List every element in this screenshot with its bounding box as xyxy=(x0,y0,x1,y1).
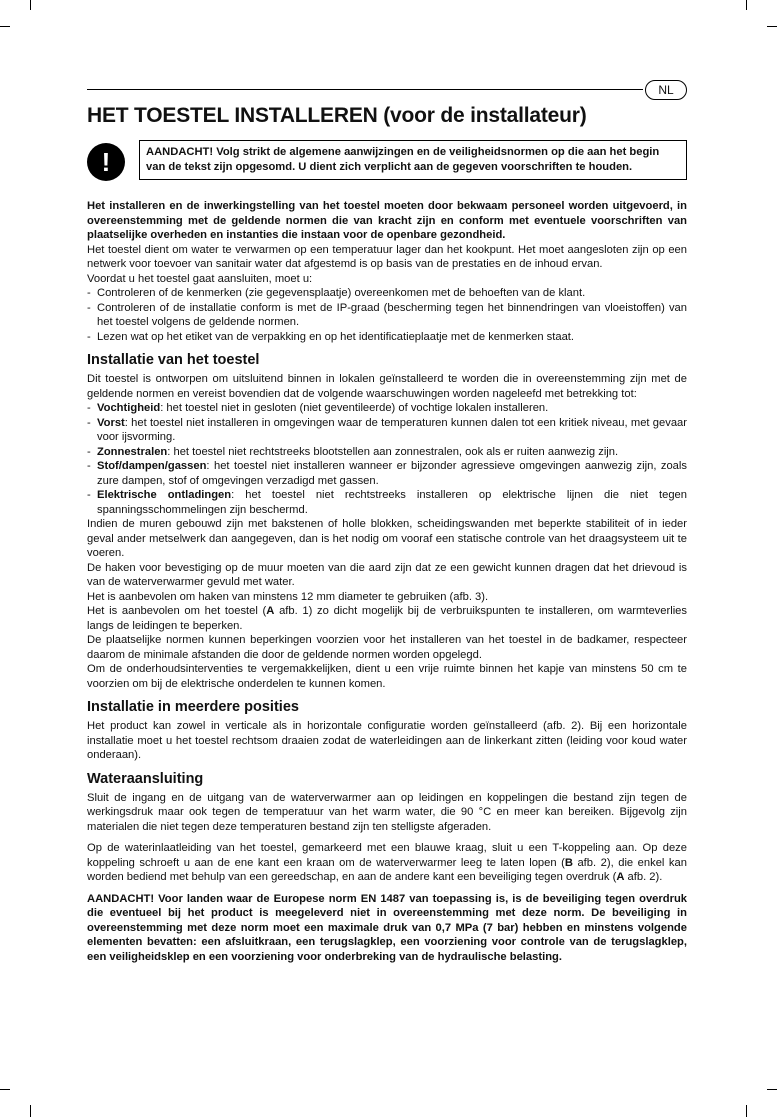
list-term: Elektrische ontladingen xyxy=(97,489,232,501)
header-rule xyxy=(87,89,643,90)
section-paragraph: De plaatselijke normen kunnen beperkingen voorzien voor het installeren van het toestel in de badkamer, respecteer daarom de minimale afstanden die door de geldende normen worden opgelegd. xyxy=(87,634,687,661)
section-paragraph xyxy=(87,604,687,633)
list-item xyxy=(87,401,687,416)
list-text: : het toestel niet rechtstreeks installeren op elektrische lijnen die niet tegen spanningsschommelingen zijn beschermd. xyxy=(97,489,688,516)
language-badge: NL xyxy=(645,80,687,100)
text-run: afb. 2). xyxy=(624,871,663,883)
text-run: afb. 2), die enkel kan worden bediend met behulp van een gereedschap, en aan de andere kant een beveiliging tegen overdruk ( xyxy=(87,856,687,883)
check-list xyxy=(87,286,687,344)
crop-mark xyxy=(30,1105,31,1117)
list-item: - Controleren of de kenmerken (zie gegevensplaatje) overeenkomen met de behoeften van de klant. xyxy=(87,286,687,301)
list-term: Stof/dampen/gassen xyxy=(97,460,207,472)
section-heading: Installatie van het toestel xyxy=(87,352,260,368)
section-heading: Installatie in meerdere posities xyxy=(87,699,299,715)
section-paragraph: Het product kan zowel in verticale als in horizontale configuratie worden geïnstalleerd (afb. 2). Bij een horizontale installatie moet u het toestel rechtsom draaien zodat de waterleidingen aan de linkerkant zitten (leiding voor koud water onderaan). xyxy=(87,720,687,761)
crop-mark xyxy=(746,1105,747,1117)
figure-ref: A xyxy=(266,605,275,617)
list-term: Zonnestralen xyxy=(97,445,168,458)
attention-paragraph: AANDACHT! Voor landen waar de Europese norm EN 1487 van toepassing is, is de beveiliging tegen overdruk die eventueel bij het product is meegeleverd niet in overeenstemming met deze norm. De beveiliging in overeenstemming met deze norm moet een maximale druk van 0,7 MPa (7 bar) hebben en minstens volgende elementen bevatten: een afsluitkraan, een terugslagklep, een voorziening voor controle van de terugslagklep, een veiligheidsklep en een voorziening voor onderbreking van de hydraulische belasting. xyxy=(87,892,687,963)
spacer xyxy=(87,834,687,841)
section-paragraph: Het is aanbevolen om haken van minstens 12 mm diameter te gebruiken (afb. 3). xyxy=(87,590,489,603)
text-run: Op de waterinlaatleiding van het toestel, gemarkeerd met een blauwe kraag, sluit u een T-koppeling aan. Op deze koppeling schroeft u aan de ene kant een kraan om de waterverwarmer leeg te laten lopen ( xyxy=(87,842,687,869)
text-run: afb. 1) zo dicht mogelijk bij de verbruikspunten te installeren, om warmteverlies langs de leidingen te beperken. xyxy=(87,605,687,632)
crop-mark xyxy=(746,0,747,10)
intro-bold: Het installeren en de inwerkingstelling van het toestel moeten door bekwaam personeel worden uitgevoerd, in overeenstemming met de geldende normen die van kracht zijn en conform met eventuele voorschriften van plaatselijke overheden en instanties die instaan voor de openbare gezondheid. xyxy=(87,200,687,241)
section-heading: Wateraansluiting xyxy=(87,770,204,787)
list-term: Vochtigheid xyxy=(97,402,161,414)
intro-paragraph: Voordat u het toestel gaat aansluiten, moet u: xyxy=(87,272,313,285)
warning-icon: ! xyxy=(87,143,125,181)
section-paragraph: Om de onderhoudsinterventies te vergemakkelijken, dient u een vrije ruimte binnen het kapje van minstens 50 cm te voorzien om bij de elektrische onderdelen te kunnen komen. xyxy=(87,663,687,690)
crop-mark xyxy=(767,1089,777,1090)
language-header xyxy=(87,80,687,100)
list-text: : het toestel niet in gesloten (niet geventileerde) of vochtige lokalen installeren. xyxy=(160,402,549,414)
list-text: : het toestel niet installeren wanneer er bijzonder agressieve omgevingen aanwezig zijn, zoals zure dampen, stof of omgevingen verzadigd met gassen. xyxy=(97,460,687,487)
section-paragraph: De haken voor bevestiging op de muur moeten van die aard zijn dat ze een gewicht kunnen dragen dat het drievoud is van de waterverwarmer gevuld met water. xyxy=(87,561,687,588)
section-paragraph xyxy=(87,841,687,885)
list-item xyxy=(87,488,687,517)
page-title: HET TOESTEL INSTALLEREN (voor de installateur) xyxy=(87,104,587,127)
warning-text: AANDACHT! Volg strikt de algemene aanwijzingen en de veiligheidsnormen op die aan het begin van de tekst zijn opgesomd. U dient zich verplicht aan de gegeven voorschriften te houden. xyxy=(139,140,687,180)
list-item: - Lezen wat op het etiket van de verpakking en op het identificatieplaatje met de kenmerken staat. xyxy=(87,330,687,345)
figure-ref: B xyxy=(564,856,573,869)
section-paragraph: Sluit de ingang en de uitgang van de waterverwarmer aan op leidingen en koppelingen die bestand zijn tegen de werkingsdruk maar ook tegen de temperatuur van het warm water, die 90 °C en meer kan bereiken. Bijgevolg zijn materialen die niet tegen deze temperaturen bestand zijn ten stelligste afgeraden. xyxy=(87,791,687,833)
list-text: : het toestel niet installeren in omgevingen waar de temperaturen kunnen dalen tot een kritiek niveau, met gevaar voor ijsvorming. xyxy=(97,416,687,443)
list-term: Vorst xyxy=(97,416,125,429)
section-paragraph: Indien de muren gebouwd zijn met bakstenen of holle blokken, scheidingswanden met beperkte stabiliteit of in ieder geval ander metselwerk dan aangegeven, dan is het nodig om vooraf een statische controle van het draagsysteem uit te voeren. xyxy=(87,518,687,559)
warning-block xyxy=(87,140,687,186)
warning-list xyxy=(87,401,687,517)
crop-mark xyxy=(0,1089,10,1090)
spacer xyxy=(87,885,687,892)
list-text: : het toestel niet rechtstreeks blootstellen aan zonnestralen, ook als er ruiten aanwezig zijn. xyxy=(167,445,619,458)
list-item xyxy=(87,459,687,488)
text-run: Het is aanbevolen om het toestel ( xyxy=(87,605,267,617)
section-paragraph: Dit toestel is ontworpen om uitsluitend binnen in lokalen geïnstalleerd te worden die in overeenstemming zijn met de geldende normen en vereist bovendien dat de volgende waarschuwingen worden nageleefd met betrekking tot: xyxy=(87,373,687,400)
page-content xyxy=(87,80,687,964)
crop-mark xyxy=(767,26,777,27)
intro-paragraph: Het toestel dient om water te verwarmen op een temperatuur lager dan het kookpunt. Het moet aangesloten zijn op een netwerk voor toevoer van sanitair water dat afgestemd is op basis van de prestaties en de inhoud ervan. xyxy=(87,243,687,270)
list-item: - Controleren of de installatie conform is met de IP-graad (bescherming tegen het binnendringen van vloeistoffen) van het toestel volgens de geldende normen. xyxy=(87,301,687,330)
list-item xyxy=(87,445,687,460)
list-item xyxy=(87,416,687,445)
figure-ref: A xyxy=(616,871,625,883)
crop-mark xyxy=(30,0,31,10)
crop-mark xyxy=(0,26,10,27)
